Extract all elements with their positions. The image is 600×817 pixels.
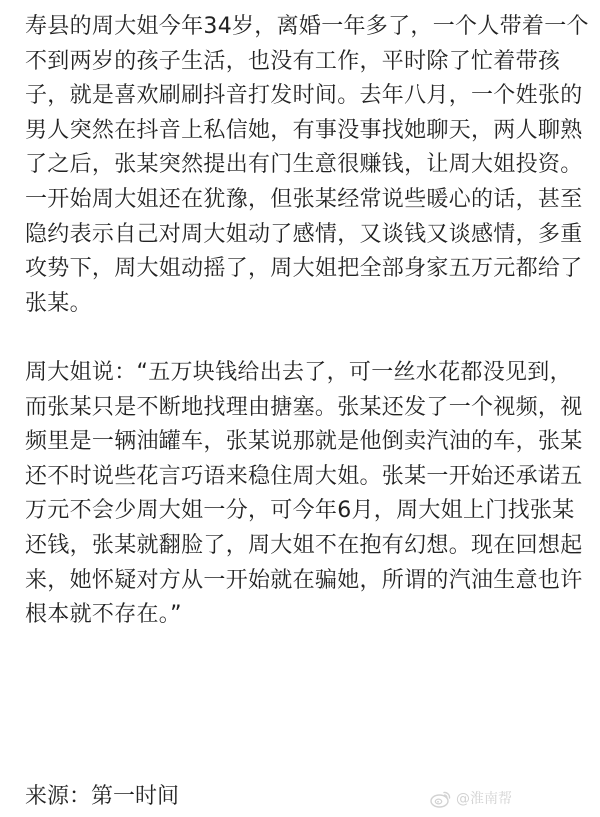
text-line: 张某。: [25, 290, 92, 316]
paragraph-1: [25, 10, 589, 321]
weibo-watermark: [430, 789, 512, 809]
text-line: 寿县的周大姐今年34岁，离婚一年多了，一个人带着一个: [25, 14, 589, 39]
article-body: [25, 10, 589, 633]
text-line: 根本就不存在。”: [25, 602, 182, 628]
text-line: 频里是一辆油罐车，张某说那就是他倒卖汽油的车，张某: [25, 429, 583, 455]
text-line: 一开始周大姐还在犹豫，但张某经常说些暖心的话，甚至: [25, 186, 583, 212]
text-line: 男人突然在抖音上私信她，有事没事找她聊天，两人聊熟: [25, 117, 583, 143]
text-line: 来，她怀疑对方从一开始就在骗她，所谓的汽油生意也许: [25, 567, 583, 593]
paragraph-2: [25, 356, 585, 633]
text-line: 隐约表示自己对周大姐动了感情，又谈钱又谈感情，多重: [25, 221, 583, 247]
text-line: 不到两岁的孩子生活，也没有工作，平时除了忙着带孩: [25, 48, 561, 74]
text-line: 而张某只是不断地找理由搪塞。张某还发了一个视频，视: [25, 394, 583, 420]
text-line: 了之后，张某突然提出有门生意很赚钱，让周大姐投资。: [25, 152, 583, 178]
text-line: 周大姐说：“五万块钱给出去了，可一丝水花都没见到，: [25, 359, 572, 385]
watermark-text: @淮南帮: [456, 791, 512, 807]
text-line: 还不时说些花言巧语来稳住周大姐。张某一开始还承诺五: [25, 463, 583, 489]
source-credit: 来源：第一时间: [25, 784, 180, 809]
text-line: 攻势下，周大姐动摇了，周大姐把全部身家五万元都给了: [25, 256, 583, 282]
text-line: 子，就是喜欢刷刷抖音打发时间。去年八月，一个姓张的: [25, 83, 583, 109]
weibo-logo-icon: [430, 790, 452, 808]
text-line: 还钱，张某就翻脸了，周大姐不在抱有幻想。现在回想起: [25, 532, 583, 558]
text-line: 万元不会少周大姐一分，可今年6月，周大姐上门找张某: [25, 498, 575, 524]
